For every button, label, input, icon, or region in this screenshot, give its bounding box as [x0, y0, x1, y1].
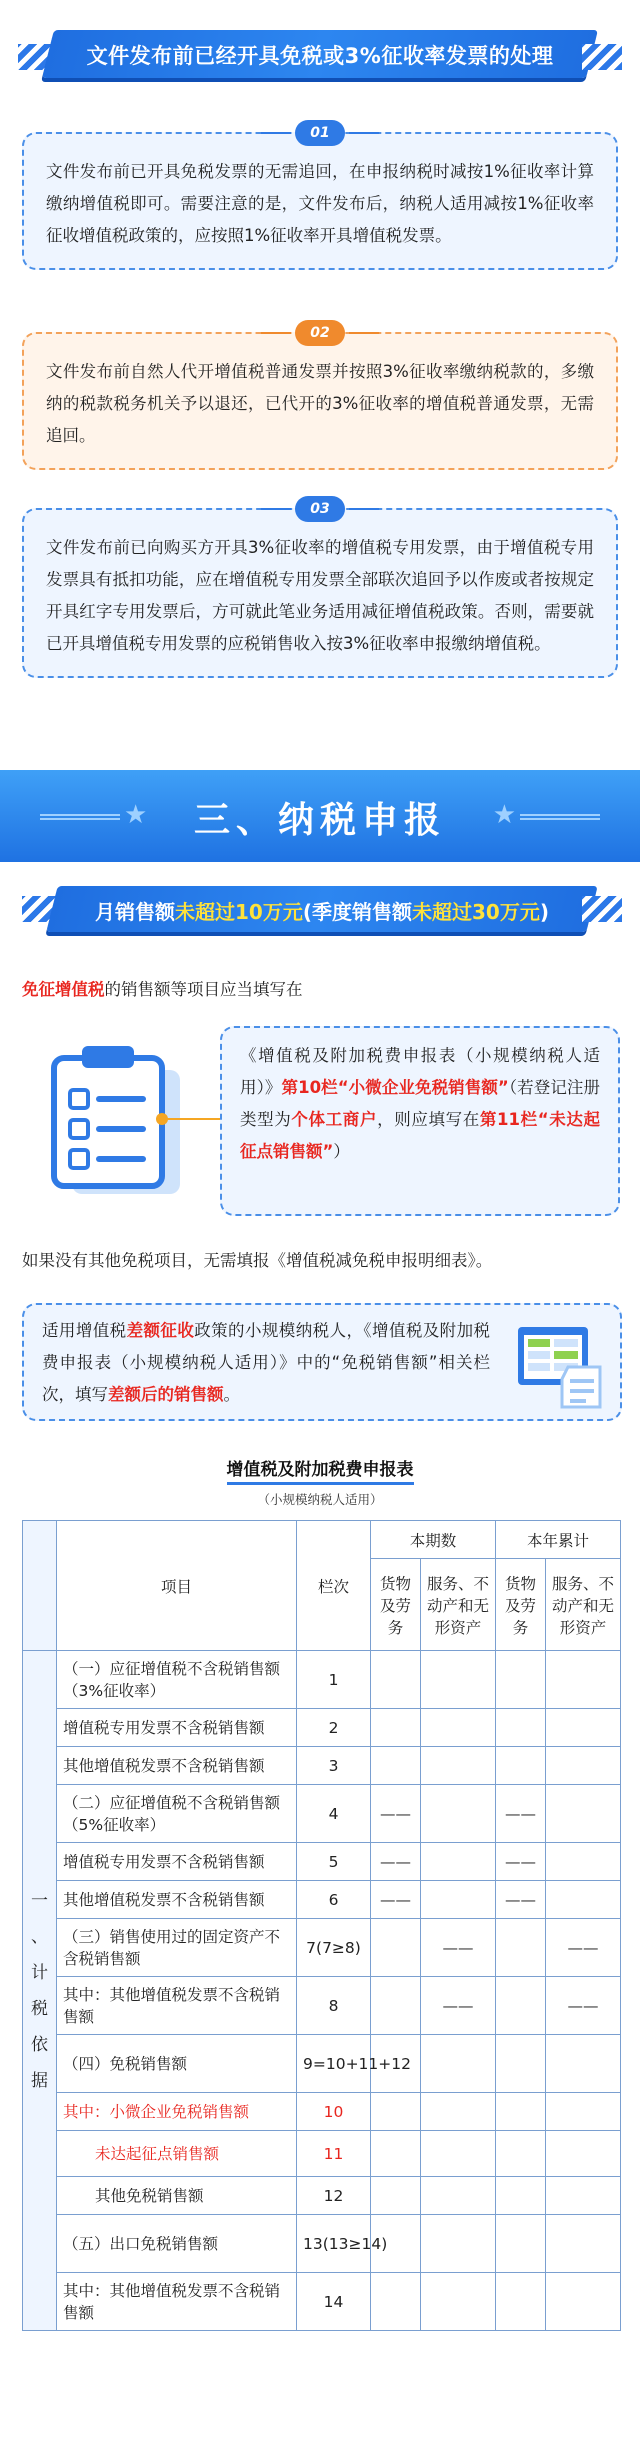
dash-cell: —— [546, 1919, 621, 1977]
value-cell [546, 1843, 621, 1881]
decor-line [520, 814, 600, 820]
value-cell [546, 2177, 621, 2215]
dash-cell: —— [496, 1843, 546, 1881]
table-row [23, 1747, 621, 1785]
value-cell [496, 2177, 546, 2215]
clipboard-icon [34, 1040, 194, 1200]
row-number: 7(7≥8) [297, 1919, 371, 1977]
col-header-services: 服务、不动产和无形资产 [421, 1559, 496, 1651]
value-cell [371, 1747, 421, 1785]
banner-text: (季度销售额 [302, 900, 412, 924]
row-item-label: （五）出口免税销售额 [57, 2215, 297, 2273]
intro-line [22, 976, 303, 1004]
table-subtitle: （小规模纳税人适用） [257, 1492, 383, 1507]
table-row [23, 1651, 621, 1709]
value-cell [421, 1651, 496, 1709]
value-cell [371, 1919, 421, 1977]
value-cell [546, 1747, 621, 1785]
value-cell [421, 1843, 496, 1881]
sales-threshold-banner [22, 880, 622, 938]
row-item-label: （二）应征增值税不含税销售额（5%征收率） [57, 1785, 297, 1843]
row-number: 3 [297, 1747, 371, 1785]
diff-text: 。 [223, 1385, 240, 1404]
diff-text: 政策的小规模纳税人，《增值税及附加税费申报表（小规模纳税人适用）》中的“免税销售额”相关栏次，填写 [42, 1321, 491, 1404]
side-header-char: 、 [31, 1926, 48, 1947]
number-badge: 01 [295, 120, 345, 146]
col-header-ytd: 本年累计 [496, 1521, 621, 1559]
banner-highlight: 未超过10万元 [175, 900, 303, 924]
row-number: 12 [297, 2177, 371, 2215]
value-cell [371, 1977, 421, 2035]
value-cell [371, 2093, 421, 2131]
table-row [23, 2131, 621, 2177]
note-text: 文件发布前已开具免税发票的无需追回，在申报纳税时减按1%征收率计算缴纳增值税即可。需要注意的是，文件发布后，纳税人适用减按1%征收率征收增值税政策的，应按照1%征收率开具增值税发票。 [46, 162, 594, 245]
value-cell [496, 1919, 546, 1977]
col-header-services: 服务、不动产和无形资产 [546, 1559, 621, 1651]
col-header-goods: 货物及劳务 [496, 1559, 546, 1651]
note-box-03 [22, 501, 618, 678]
banner-text: 月销售额 [95, 900, 176, 924]
row-item-label: （四）免税销售额 [57, 2035, 297, 2093]
row-number: 1 [297, 1651, 371, 1709]
row-number: 10 [297, 2093, 371, 2131]
row-item-label: 未达起征点销售额 [57, 2131, 297, 2177]
value-cell [496, 1977, 546, 2035]
value-cell [371, 2177, 421, 2215]
value-cell [421, 2273, 496, 2331]
row-number: 8 [297, 1977, 371, 2035]
section-title: 三、纳税申报 [193, 800, 446, 841]
value-cell [496, 2273, 546, 2331]
dash-cell: —— [421, 1919, 496, 1977]
table-row [23, 1843, 621, 1881]
banner-title [22, 896, 622, 925]
dash-cell: —— [546, 1977, 621, 2035]
dash-cell: —— [496, 1881, 546, 1919]
table-title [0, 1455, 640, 1480]
row-number: 13(13≥14) [297, 2215, 371, 2273]
row-item-label: （一）应征增值税不含税销售额（3%征收率） [57, 1651, 297, 1709]
row-number: 4 [297, 1785, 371, 1843]
value-cell [496, 1651, 546, 1709]
value-cell [496, 1709, 546, 1747]
note-text: ，则应填写在 [377, 1110, 480, 1129]
diff-highlight: 差额后的销售额 [108, 1385, 224, 1404]
side-header-char: 据 [31, 2070, 48, 2091]
row-number: 14 [297, 2273, 371, 2331]
value-cell [421, 2035, 496, 2093]
value-cell [371, 2273, 421, 2331]
number-badge: 02 [295, 320, 345, 346]
field-10: 第10栏“小微企业免税销售额” [281, 1078, 509, 1097]
value-cell [421, 1881, 496, 1919]
col-header-period: 本期数 [371, 1521, 496, 1559]
row-item-label: 其中：其他增值税发票不含税销售额 [57, 1977, 297, 2035]
value-cell [421, 2215, 496, 2273]
col-header-goods: 货物及劳务 [371, 1559, 421, 1651]
note-box-02 [22, 325, 618, 470]
differential-box [22, 1303, 622, 1421]
note-text: 文件发布前自然人代开增值税普通发票并按照3%征收率缴纳税款的，多缴纳的税款税务机关予以退还，已代开的3%征收率的增值税普通发票，无需追回。 [46, 362, 594, 445]
table-row [23, 2215, 621, 2273]
dash-cell: —— [371, 1881, 421, 1919]
value-cell [546, 2215, 621, 2273]
value-cell [371, 2131, 421, 2177]
dash-cell: —— [421, 1977, 496, 2035]
value-cell [421, 2131, 496, 2177]
table-row [23, 2093, 621, 2131]
value-cell [546, 2093, 621, 2131]
row-item-label: 其中：小微企业免税销售额 [57, 2093, 297, 2131]
header-row [23, 1521, 621, 1559]
dash-cell: —— [371, 1785, 421, 1843]
value-cell [421, 2093, 496, 2131]
value-cell [421, 1709, 496, 1747]
no-other-note: 如果没有其他免税项目，无需填报《增值税减免税申报明细表》。 [22, 1251, 493, 1270]
table-row [23, 1977, 621, 2035]
side-header-char: 税 [31, 1998, 48, 2019]
value-cell [546, 2131, 621, 2177]
side-header-tax-basis [23, 1651, 57, 2331]
row-item-label: 其他增值税发票不含税销售额 [57, 1747, 297, 1785]
star-icon: ★ [492, 800, 516, 830]
dash-cell: —— [371, 1843, 421, 1881]
row-item-label: 增值税专用发票不含税销售额 [57, 1843, 297, 1881]
declaration-table [22, 1520, 621, 2331]
form-reference-box [220, 1026, 620, 1216]
diff-text: 适用增值税 [42, 1321, 127, 1340]
table-title-text: 增值税及附加税费申报表 [227, 1460, 414, 1485]
value-cell [496, 2035, 546, 2093]
table-row [23, 1709, 621, 1747]
intro-text: 的销售额等项目应当填写在 [104, 980, 303, 999]
connector-line [162, 1118, 222, 1120]
business-type: 个体工商户 [291, 1110, 378, 1129]
banner-title: 文件发布前已经开具免税或3%征收率发票的处理 [86, 44, 554, 68]
table-row [23, 2273, 621, 2331]
value-cell [546, 2035, 621, 2093]
top-banner [18, 18, 622, 92]
intro-highlight: 免征增值税 [22, 980, 105, 999]
table-body [23, 1651, 621, 2331]
value-cell [496, 2093, 546, 2131]
row-item-label: 增值税专用发票不含税销售额 [57, 1709, 297, 1747]
value-cell [371, 1709, 421, 1747]
note-text: 文件发布前已向购买方开具3%征收率的增值税专用发票，由于增值税专用发票具有抵扣功能，应在增值税专用发票全部联次追回予以作废或者按规定开具红字专用发票后，方可就此笔业务适用减征增值税政策。否则，需要就已开具增值税专用发票的应税销售收入按3%征收率申报缴纳增值税。 [46, 538, 594, 653]
col-header-item: 项目 [57, 1521, 297, 1651]
clipboard-block [22, 1018, 622, 1220]
value-cell [371, 1651, 421, 1709]
value-cell [496, 1747, 546, 1785]
banner-text: ) [539, 900, 549, 924]
value-cell [546, 1785, 621, 1843]
side-header-char: 依 [31, 2034, 48, 2055]
dash-cell: —— [496, 1785, 546, 1843]
side-header-char: 一 [31, 1890, 48, 1911]
table-row [23, 1881, 621, 1919]
value-cell [496, 2215, 546, 2273]
diff-highlight: 差额征收 [126, 1321, 195, 1340]
row-number: 11 [297, 2131, 371, 2177]
note-text: （若登记注册类型为 [240, 1078, 601, 1129]
star-icon: ★ [124, 800, 148, 830]
row-item-label: （三）销售使用过的固定资产不含税销售额 [57, 1919, 297, 1977]
side-header-char: 计 [31, 1962, 48, 1983]
spreadsheet-icon [512, 1317, 608, 1413]
row-item-label: 其他增值税发票不含税销售额 [57, 1881, 297, 1919]
table-row [23, 1919, 621, 1977]
row-item-label: 其他免税销售额 [57, 2177, 297, 2215]
value-cell [421, 2177, 496, 2215]
value-cell [546, 1881, 621, 1919]
note-text: ） [333, 1142, 350, 1161]
value-cell [421, 1747, 496, 1785]
note-box-01 [22, 125, 618, 270]
row-number: 9=10+11+12 [297, 2035, 371, 2093]
value-cell [421, 1785, 496, 1843]
section-header [0, 770, 640, 862]
value-cell [546, 2273, 621, 2331]
field-11: 第11栏“未达起征点销售额” [240, 1110, 601, 1161]
number-badge: 03 [295, 496, 345, 522]
banner-highlight: 未超过30万元 [412, 900, 540, 924]
col-header-row-no: 栏次 [297, 1521, 371, 1651]
table-row [23, 2035, 621, 2093]
table-row [23, 2177, 621, 2215]
row-item-label: 其中：其他增值税发票不含税销售额 [57, 2273, 297, 2331]
table-row [23, 1785, 621, 1843]
side-header-blank [23, 1521, 57, 1651]
row-number: 6 [297, 1881, 371, 1919]
value-cell [546, 1651, 621, 1709]
row-number: 2 [297, 1709, 371, 1747]
value-cell [546, 1709, 621, 1747]
value-cell [496, 2131, 546, 2177]
form-name: 《增值税及附加税费申报表（小规模纳税人适用）》 [240, 1046, 600, 1097]
row-number: 5 [297, 1843, 371, 1881]
